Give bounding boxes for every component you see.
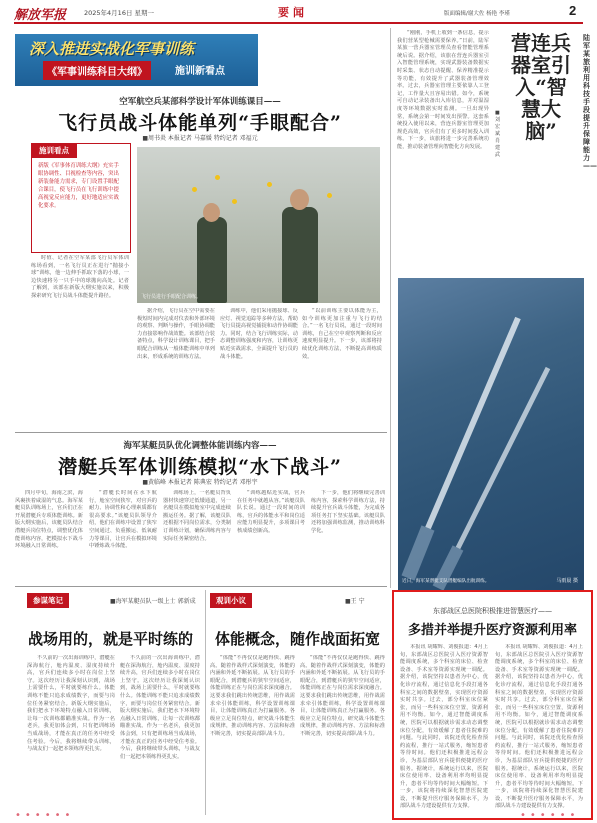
story4-headline: 多措并举提升医疗资源利用率 (407, 623, 577, 638)
pilot-head (203, 203, 220, 222)
story1-col2: 据介绍，飞行员在空中需要在极短时间内完成对仪表和外部环境的观察、判断与操作，手眼协调能力直接影响作战效能。该部结合装备特点，科学设计训练课目，把手眼配合训练从一般体能训练中单列出来，形成系统的训练方法。 (137, 308, 215, 360)
story3-byline: ■刘宏斌 肖建武 (495, 110, 501, 158)
story1-byline: ■周书炎 本报记者 马嘉媛 特约记者 邓福元 (142, 135, 258, 142)
footer-dots: •••••• (15, 810, 75, 821)
banner-title: 深入推进实战化军事训练 (29, 40, 195, 58)
story4-text-2: 本报讯 胡耀辉、刘俊报道：4月上旬，东部战区总医院引入医疗资源智能调度系统，多个科室的床位、检查设备、手术室等资源实现统一调配。据介绍，该院坚持以患者为中心，优化诊疗流程，通过信息化手段打通各科室之间的数据壁垒，实现医疗资源实时共享。过去，部分科室床位紧张，而另一些科室床位空置，资源利用不均衡。如今，通过智能调度系统，医院可以根据就诊需求动态调整床位分配，有效缓解了患者住院难的问题。与此同时，该院还优化检查预约流程，推行一站式服务，缩短患者等待时间。他们还积极推进远程会诊，为基层部队官兵提供便捷的医疗服务。据统计，系统运行以来，医院床位使用率、设备利用率均明显提升，患者平均等待时间大幅缩短。下一步，该院将持续深化智慧医院建设，不断提升医疗服务保障水平，为部队战斗力建设提供有力支撑。 (495, 644, 583, 810)
section-title: 要闻 (278, 6, 308, 19)
ball (192, 187, 197, 192)
ball (232, 199, 237, 204)
story1-kicker: 空军航空兵某部科学设计军体训练课目—— (119, 97, 281, 107)
story3-text: “刚刚，手机上收到一条信息，提示我们营某型枪械需要保养。”日前，陆军某旅一营兵器室管理员查看智能管理系统后说。据介绍，该旅在营连兵器室引入智能管理系统，实现武器装备数据实时采集、状态自动提醒、保养精准提示等功能，有效提升了武器装备管理效率。过去，兵器室管理主要依靠人工登记，工作量大且容易出错。如今，系统可自动记录装备出入库信息，并对温湿度等环境数据实时监测。一旦出现异常，系统会第一时间发出预警。这套系统投入使用以来，营连兵器室管理更加规范高效，官兵们有了更多时间投入训练。下一步，该旅将进一步完善系统功能，推动装备管理向智能化方向发展。 (397, 30, 489, 150)
story2-col2: “潜艇长时间在水下航行，舱室空间狭窄，对官兵的耐力、协调性和心理素质都有很高要求。”该艇员队领导介绍，他们在训练中设置了狭窄空间通过、负重搬运、低氧耐力等课目，让官兵在模拟环境中锤炼战斗体能。 (89, 490, 157, 550)
story3-sidebar-title: 陆军某旅利用科技手段提升保障能力—— (583, 33, 597, 170)
submarines-graphic (398, 278, 584, 590)
story4-text-1: 本报讯 胡耀辉、刘俊报道：4月上旬，东部战区总医院引入医疗资源智能调度系统，多个科室的床位、检查设备、手术室等资源实现统一调配。据介绍，该院坚持以患者为中心，优化诊疗流程，通过信息化手段打通各科室之间的数据壁垒，实现医疗资源实时共享。过去，部分科室床位紧张，而另一些科室床位空置，资源利用不均衡。如今，通过智能调度系统，医院可以根据就诊需求动态调整床位分配，有效缓解了患者住院难的问题。与此同时，该院还优化检查预约流程，推行一站式服务，缩短患者等待时间。他们还积极推进远程会诊，为基层部队官兵提供便捷的医疗服务。据统计，系统运行以来，医院床位使用率、设备利用率均明显提升，患者平均等待时间大幅缩短。下一步，该院将持续深化智慧医院建设，不断提升医疗服务保障水平，为部队战斗力建设提供有力支撑。 (400, 644, 488, 810)
pilot-figure (197, 217, 227, 303)
story2-byline: ■黄临峰 本报记者 陈典宏 特约记者 邓彤宇 (142, 479, 258, 486)
page-number: 2 (569, 3, 577, 18)
pilot-head (290, 189, 309, 210)
story2-headline: 潜艇兵军体训练模拟“水下战斗” (58, 456, 342, 478)
column-b-text-1: “体能”不再仅仅是跑得快、跳得高。随着作战样式深刻演变，体能的内涵和外延不断拓展。从飞行员的手眼配合，到潜艇兵的狭窄空间适应，体能训练正在与岗位需求深度融合。这要求我们跳出传统思维，用作战需求牵引体能训练，科学设置训练课目，让体能训练真正为打赢服务。各级应立足岗位特点，研究战斗体能生成规律，推动训练内容、方法和标准不断完善，切实提高部队战斗力。 (210, 655, 295, 737)
story2-col3: 训练场上，一名艇员背负器材快速穿过低矮通道，另一名艇员在模拟舱室中完成连续搬运任务。据了解，该艇员队还根据不同岗位需求，分类制订训练计划，确保训练内容与实际任务紧密结合。 (163, 490, 231, 542)
story1-col4: “以前训练主要以体能为主，如今训练更加注重与飞行的结合。”一名飞行员说，通过一段时间训练，自己在空中观察判断和反应速度明显提升。下一步，该部将持续优化训练方法，不断提高训练质效。 (302, 308, 382, 360)
divider (15, 432, 387, 433)
column-b-byline: ■王 宁 (345, 598, 365, 605)
story2-col1: 四月中旬，海南之滨，海风裹挟着咸湿的气息。海军某艇员队训练场上，官兵们正在开展潜艇兵专项体能训练。新版大纲实施后，该艇员队结合潜艇兵岗位特点，调整优化体能训练内容，把模拟水下战斗环境融入日常训练。 (15, 490, 83, 550)
note-tag: 施训看点 (31, 143, 77, 158)
divider (15, 586, 387, 587)
column-b-text-2: “体能”不再仅仅是跑得快、跳得高。随着作战样式深刻演变，体能的内涵和外延不断拓展。从飞行员的手眼配合，到潜艇兵的狭窄空间适应，体能训练正在与岗位需求深度融合。这要求我们跳出传统思维，用作战需求牵引体能训练，科学设置训练课目，让体能训练真正为打赢服务。各级应立足岗位特点，研究战斗体能生成规律，推动训练内容、方法和标准不断完善，切实提高部队战斗力。 (300, 655, 385, 737)
feature-banner (15, 34, 258, 86)
story2-kicker: 海军某艇员队优化调整体能训练内容—— (123, 441, 277, 451)
column-a-tag: 参谋笔记 (27, 593, 69, 608)
ball (215, 175, 220, 180)
training-note-box (31, 143, 131, 253)
column-a-byline: ■海军某艇员队一级上士 郭新成 (110, 598, 196, 605)
ball (267, 182, 272, 187)
story3-headline: 营连兵器室引入“智慧大脑” (511, 31, 571, 143)
ball (327, 193, 332, 198)
submarine-photo (398, 278, 584, 590)
story2-col5: 下一步，他们将继续完善训练内容，探索科学训练方法，持续提升官兵战斗体能，为完成各项任务打下坚实基础。该艇员队还将加强训练监测，推动训练科学化。 (311, 490, 385, 534)
highlighted-article (392, 590, 593, 820)
issue-date: 2025年4月16日 星期一 (84, 9, 155, 17)
story1-col3: 训练中，他们采用抛接球、反应灯、视觉追踪等多种方法，帮助飞行员提高视觉捕捉和动作协调能力。同时，结合飞行训练实际，动态调整训练强度和内容，让训练更贴近实战需求，全面提升飞行员的战斗体能。 (220, 308, 298, 360)
story4-kicker: 东部战区总医院积极推进智慧医疗—— (433, 607, 552, 615)
story1-col1: 时值、记者在空军某部飞行员军体训练场看到，一名飞行员正在进行“抛接小球”训练，他一边伸手抓取下落的小球，一边快速将另一只手中的球抛向高处。记者了解到，该部在新版大纲实施以来，积极探索研究飞行员战斗体能提升路径。 (31, 255, 129, 299)
story1-photo (137, 147, 380, 303)
column-a-text-2: 不久前的一次出海训练中，潜艇在深海航行，舱内温度、湿度持续升高，官兵们连续多小时在岗位上坚守。这次经历让我深刻认识到，战场上需要什么，平时就要练什么。体能训练不能只追求成绩数字，而要与岗位任务紧密结合。新版大纲实施后，我们把水下环境特点融入日常训练，让每一次训练都瞄准实战。作为一名老兵，我更加体会到，只有把训练场当成战场，才能在真正的任务中经受住考验。今后，我将继续带头训练，与战友们一起把本领练得更扎实。 (120, 655, 200, 760)
story1-headline: 飞行员战斗体能单列“手眼配合” (58, 112, 342, 134)
banner-subtitle: 施训新看点 (175, 66, 225, 77)
photo-caption: 近日，海军某潜艇支队潜艇编队出航训练。 (402, 579, 490, 584)
column-divider (205, 590, 206, 815)
column-b-tag: 观训小议 (210, 593, 252, 608)
note-text: 新版《军事体育训练大纲》充实手眼协调性、目视检查等内容，突出新装备能力需求，专门设置手眼配合课目，使飞行员在飞行训练中提高视觉反应能力，更好地适应实战化要求。 (38, 163, 119, 209)
banner-tag: 《军事训练科目大纲》 (43, 61, 151, 80)
column-a-title: 战场用的，就是平时练的 (28, 630, 194, 648)
photo-caption: 飞行员进行手眼配合训练。 (141, 294, 202, 300)
footer-dots: •••••• (520, 810, 580, 821)
pilot-figure (282, 207, 318, 303)
masthead (14, 4, 583, 24)
newspaper-logo: 解放军报 (14, 8, 67, 23)
column-b-title: 体能概念，随作战面拓宽 (215, 630, 381, 648)
photo-credit: 马雨晨 摄 (556, 578, 578, 584)
page-editors: 版面编辑/谢大佐 杨艳 李瑾 (444, 11, 510, 17)
column-a-text-1: 不久前的一次出海训练中，潜艇在深海航行，舱内温度、湿度持续升高，官兵们连续多小时在岗位上坚守。这次经历让我深刻认识到，战场上需要什么，平时就要练什么。体能训练不能只追求成绩数字，而要与岗位任务紧密结合。新版大纲实施后，我们把水下环境特点融入日常训练，让每一次训练都瞄准实战。作为一名老兵，我更加体会到，只有把训练场当成战场，才能在真正的任务中经受住考验。今后，我将继续带头训练，与战友们一起把本领练得更扎实。 (27, 655, 115, 753)
column-divider (390, 28, 391, 588)
story2-col4: “训练越贴近实战，官兵在任务中就越从容。”该艇员队队长说。通过一段时间的训练，官兵的体能水平和岗位适应能力明显提升，多项课目考核成绩创新高。 (237, 490, 305, 534)
